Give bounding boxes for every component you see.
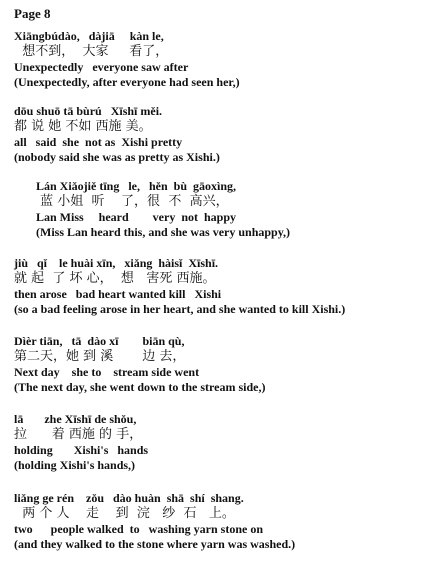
gloss-line: then arose bad heart wanted kill Xishi xyxy=(14,287,222,301)
gloss-line: holding Xishi's hands xyxy=(14,443,149,457)
pinyin-line: Lán Xiǎojiě tīng le, hěn bù gāoxìng, xyxy=(36,179,237,193)
stanza-3 xyxy=(36,178,290,240)
translation-line: (The next day, she went down to the stream side,) xyxy=(14,380,266,394)
stanza-7 xyxy=(14,490,295,552)
translation-line: (Unexpectedly, after everyone had seen her,) xyxy=(14,75,240,89)
translation-line: (Miss Lan heard this, and she was very unhappy,) xyxy=(36,225,291,239)
translation-line: (and they walked to the stone where yarn was washed.) xyxy=(14,537,296,551)
pinyin-line: lā zhe Xīshī de shǒu, xyxy=(14,412,137,426)
stanza-5 xyxy=(14,333,265,395)
translation-line: (nobody said she was as pretty as Xishi.) xyxy=(14,150,220,164)
gloss-line: Next day she to stream side went xyxy=(14,365,200,379)
chinese-line: 想不到， 大家 看了， xyxy=(14,44,169,59)
chinese-line: 蓝 小姐 听 了，很 不 高兴， xyxy=(36,194,229,209)
chinese-line: 都 说 她 不如 西施 美。 xyxy=(14,119,152,134)
gloss-line: two people walked to washing yarn stone on xyxy=(14,522,264,536)
gloss-line: Lan Miss heard very not happy xyxy=(36,210,237,224)
translation-line: (holding Xishi's hands,) xyxy=(14,458,136,472)
pinyin-line: dōu shuō tā bùrú Xīshī měi. xyxy=(14,104,163,118)
stanza-1 xyxy=(14,28,240,90)
pinyin-line: Dìèr tiān, tā dào xī biān qù, xyxy=(14,334,185,348)
stanza-2 xyxy=(14,103,220,165)
page-label: Page 8 xyxy=(14,6,51,21)
gloss-line: all said she not as Xishi pretty xyxy=(14,135,183,149)
chinese-line: 第二天，她 到 溪 边 去， xyxy=(14,349,186,364)
translation-line: (so a bad feeling arose in her heart, and she wanted to kill Xishi.) xyxy=(14,302,346,316)
gloss-line: Unexpectedly everyone saw after xyxy=(14,60,189,74)
stanza-6 xyxy=(14,411,148,473)
pinyin-line: Xiāngbúdào, dàjiā kàn le, xyxy=(14,29,164,43)
chinese-line: 拉 着 西施 的 手， xyxy=(14,427,143,442)
pinyin-line: jiù qǐ le huài xīn, xiǎng hàisǐ Xīshī. xyxy=(14,256,219,270)
chinese-line: 两 个 人 走 到 浣 纱 石 上。 xyxy=(14,506,235,521)
chinese-line: 就 起 了 坏 心， 想 害死 西施。 xyxy=(14,271,216,286)
pinyin-line: liǎng ge rén zǒu dào huàn shā shí shang. xyxy=(14,491,244,505)
stanza-4 xyxy=(14,255,345,317)
